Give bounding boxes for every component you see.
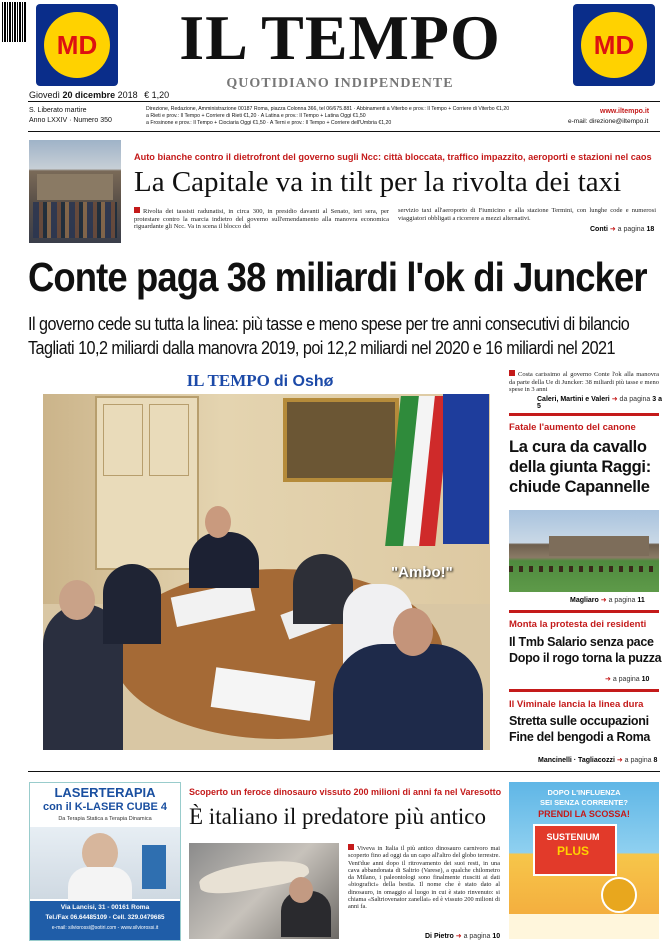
laser-ad-address: Via Lancisi, 31 - 00161 Roma (60, 904, 150, 911)
laser-ad-title1: LASERTERAPIA (54, 785, 156, 800)
taxi-headline: La Capitale va in tilt per la rivolta dei taxi (134, 166, 622, 198)
story1-pointer: Magliaro ➜ a pagina 11 (570, 597, 645, 604)
md-logo-right: MD (573, 4, 655, 86)
direction-line-1: Direzione, Redazione, Amministrazione 00187 Roma, piazza Colonna 366, tel 06/675.881 · Abbinamenti a Viterbo e prov.: Il Tempo + Corriere di Viterbo €1,20 (146, 106, 510, 112)
main-deck-2: Tagliati 10,2 miliardi dalla manovra 2019, poi 12,2 miliardi nel 2020 e 16 miliardi nel 2021 (28, 338, 615, 358)
divider (509, 610, 659, 613)
md-logo-left: MD (36, 4, 118, 86)
story2-kicker: Monta la protesta dei residenti (509, 619, 647, 630)
dino-kicker: Scoperto un feroce dinosauro vissuto 200 milioni di anni fa nel Varesotto (189, 787, 502, 797)
taxi-kicker: Auto bianche contro il dietrofront del governo sugli Ncc: città bloccata, traffico impazzito, aeroporti e stazioni nel caos (134, 152, 652, 162)
main-deck-1: Il governo cede su tutta la linea: più tasse e meno spese per tre anni consecutivi di bilancio (28, 314, 630, 334)
rule (28, 131, 660, 132)
laser-ad-web: e-mail: silviorossi@sotiri.com - www.silviorossi.it (51, 925, 159, 931)
sidebar-brief-pointer: Caleri, Martini e Valeri ➜ da pagina 3 a 5 (537, 396, 662, 410)
photo-label: IL TEMPO di Oshø (186, 371, 334, 390)
issue-number: Anno LXXIV · Numero 350 (29, 117, 112, 124)
dino-headline: È italiano il predatore più antico (189, 804, 486, 829)
rule (28, 771, 660, 772)
divider (509, 689, 659, 692)
laser-ad-phone: Tel./Fax 06.64485109 - Cell. 329.0479685 (45, 914, 165, 921)
laser-ad-subtitle: Da Terapia Statica a Terapia Dinamica (58, 816, 152, 822)
direction-line-3: a Frosinone e prov.: Il Tempo + Ciociaria Oggi €1,50 · A Terni e prov.: Il Tempo + Corriere dell'Umbria €1,20 (146, 120, 392, 126)
main-headline: Conte paga 38 miliardi l'ok di Juncker (28, 254, 647, 300)
dino-body: Viveva in Italia il più antico dinosauro carnivoro mai scoperto fino ad oggi da un capo all'altro del globo terrestre. Vent'due anni dopo il ritrovamento dei suoi resti, in una cava abbandonata di Saltrio (Varese), a qualche chilometro da Milano, i paleontologi sono finalmente riusciti ai dati «biografici» della bestia. Il nome che è stato dato al dinosauro, in omaggio al luogo in cui è stato rinvenuto: si chiama «Saltriovenator zanellai» ed è vissuto 200 milioni di anni fa. (348, 845, 500, 911)
dino-pointer: Di Pietro ➜ a pagina 10 (425, 933, 501, 940)
sustenium-ad-line3: PRENDI LA SCOSSA! (538, 809, 630, 819)
rule (28, 101, 660, 102)
sustenium-product: SUSTENIUM (546, 832, 600, 842)
sustenium-ad (509, 782, 659, 939)
story1-headline: La cura da cavallo della giunta Raggi: chiude Capannelle (509, 438, 651, 496)
story2-headline: Il Tmb Salario senza pace Dopo il rogo torna la puzza (509, 635, 662, 665)
story1-kicker: Fatale l'aumento del canone (509, 422, 636, 433)
sustenium-product-sub: PLUS (556, 844, 589, 858)
racecourse-photo (509, 510, 659, 592)
story3-pointer: Mancinelli · Tagliacozzi ➜ a pagina 8 (538, 757, 658, 764)
sidebar-brief: Costa carissimo al governo Conte l'ok alla manovra da parte della Ue di Juncker: 38 miliardi più tasse e meno spese in 3 anni (509, 371, 659, 394)
website-link[interactable]: www.iltempo.it (600, 108, 650, 115)
divider (509, 413, 659, 416)
taxi-body-left: Rivolta dei tassisti radunatisi, in circa 300, in presidio davanti al Senato, ieri sera, per protestare contro la marcia indietro del governo sull'emendamento alla manovra economica riguardante gli Ncc. Va in scena il blocco del (134, 208, 389, 231)
email-address: e-mail: direzione@iltempo.it (568, 118, 649, 125)
barcode (2, 2, 26, 42)
dino-photo (189, 843, 339, 939)
direction-line-2: a Rieti e prov.: Il Tempo + Corriere di Rieti €1,20 · A Latina e prov.: Il Tempo + Latina Oggi €1,50 (146, 113, 366, 119)
masthead-subtitle: QUOTIDIANO INDIPENDENTE (226, 76, 454, 91)
story3-kicker: Il Viminale lancia la linea dura (509, 699, 644, 710)
photo-caption: "Ambo!" (391, 564, 453, 581)
taxi-photo (29, 140, 121, 243)
sustenium-ad-line1: DOPO L'INFLUENZA (547, 788, 621, 797)
taxi-pointer: Conti ➜ a pagina 18 (590, 226, 655, 233)
taxi-body-right: servizio taxi all'aeroporto di Fiumicino e alla stazione Termini, con lunghe code e numerosi viaggiatori obbligati a ricorrere a mezzi alternativi. (398, 207, 656, 222)
sustenium-ad-line2: SEI SENZA CORRENTE? (539, 798, 629, 807)
founder: S. Liberato martire (29, 107, 87, 114)
cabinet-photo (43, 394, 490, 750)
story3-headline: Stretta sulle occupazioni Fine del bengodi a Roma (509, 714, 651, 744)
laser-ad (29, 782, 181, 941)
date-line: Giovedì 20 dicembre 2018 € 1,20 (29, 90, 170, 100)
laser-ad-title2: con il K-LASER CUBE 4 (42, 801, 168, 813)
masthead-title: IL TEMPO (179, 2, 501, 73)
story2-pointer: ➜ a pagina 10 (605, 676, 650, 683)
